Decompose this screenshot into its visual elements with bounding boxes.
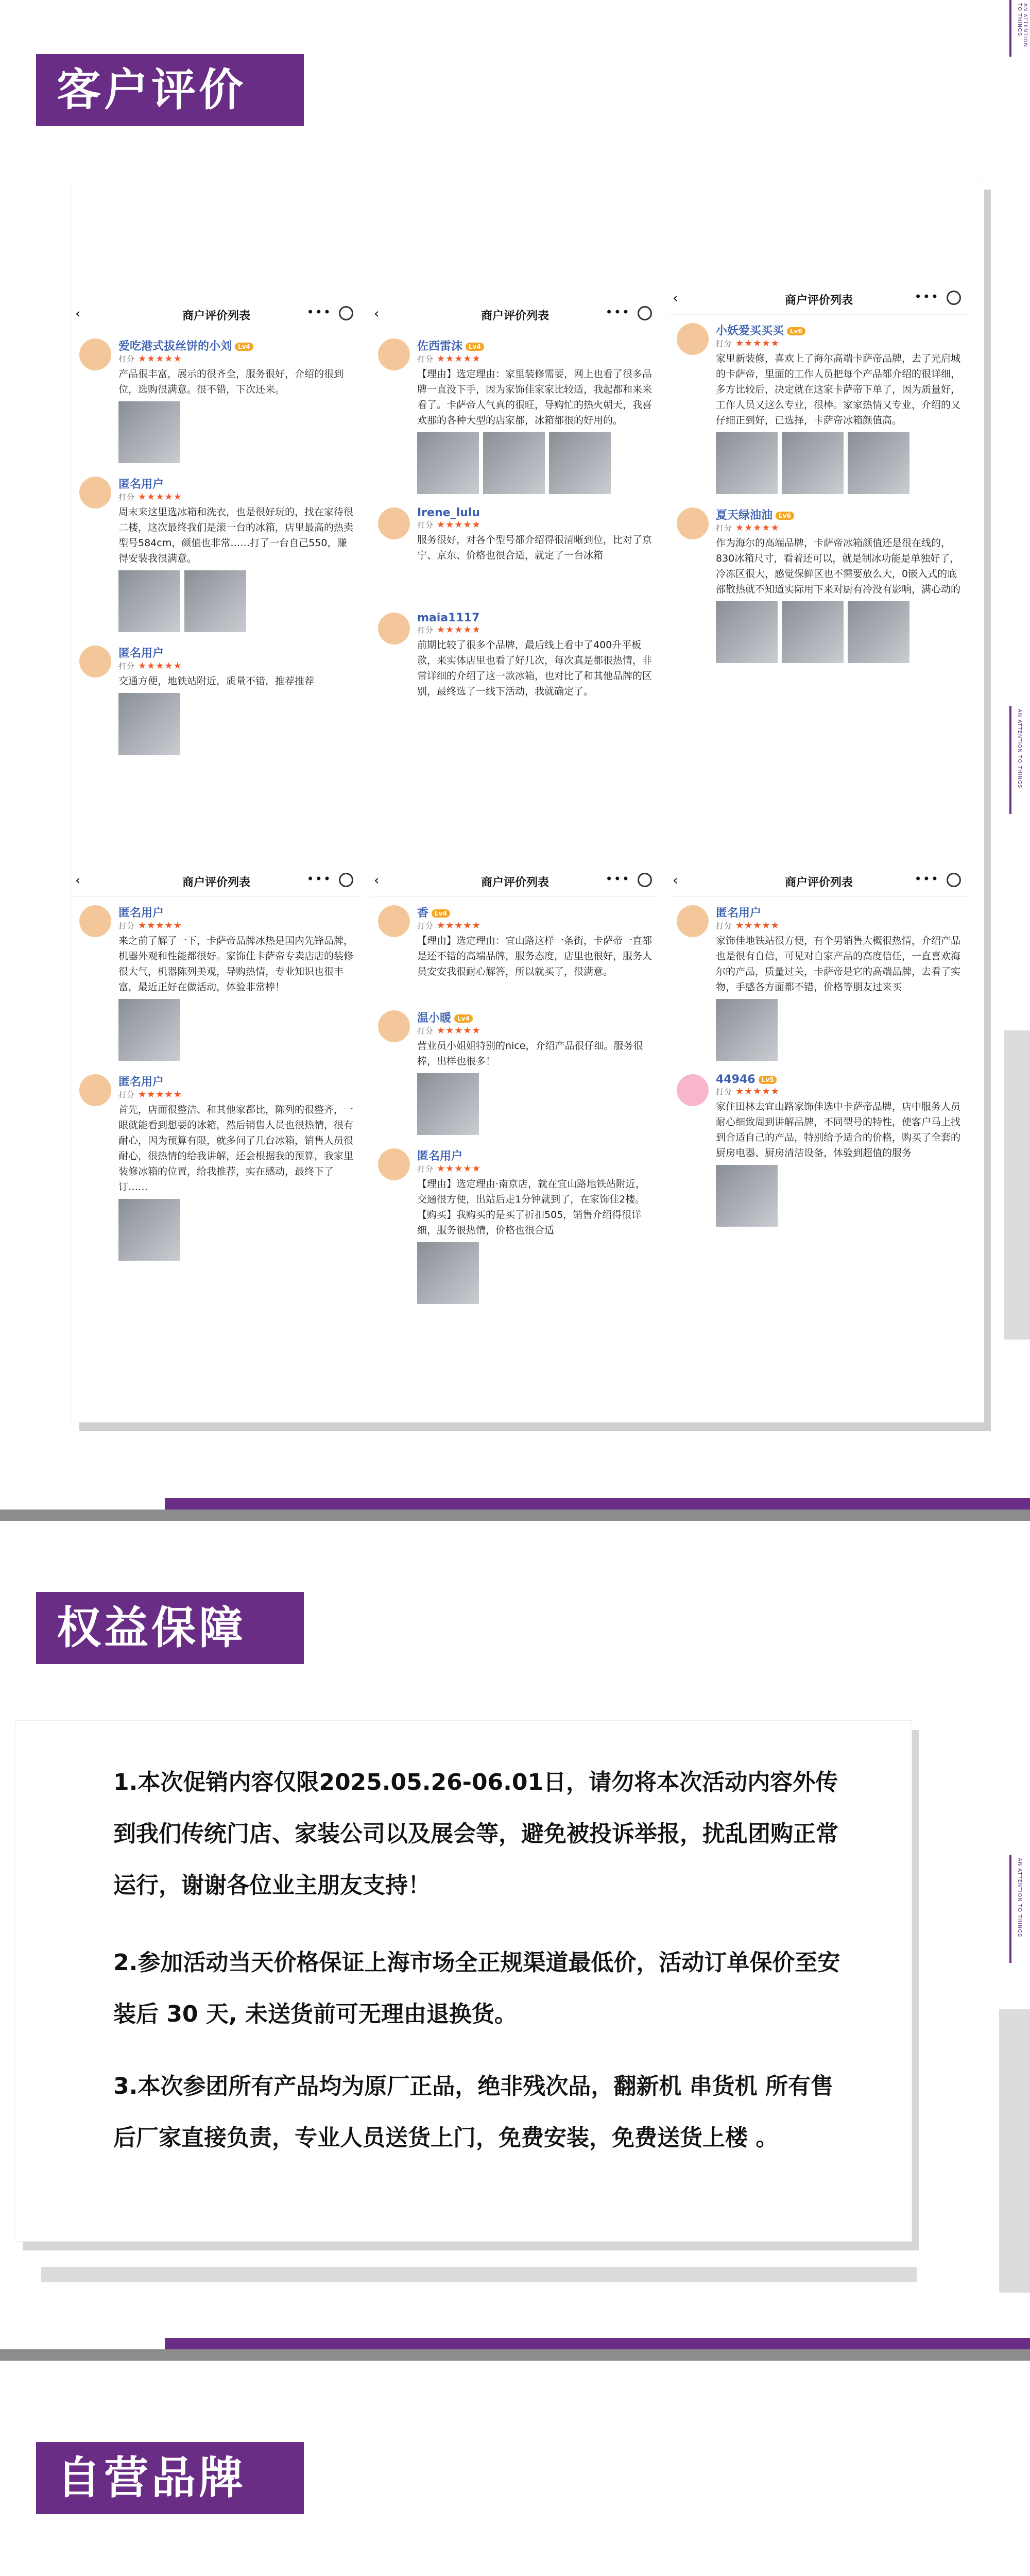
review-item: maia1117 打分 ★★★★★ 前期比较了很多个品牌，最后线上看中了400升平板款，来实体店里也看了好几次，每次真是都很热情，非常详细的介绍了这一款冰箱，也对比了和其他品牌的区别，最终选了一线下活动，我就确定了。 — [371, 604, 659, 709]
decor-block — [41, 2267, 917, 2282]
review-item: 匿名用户 打分 ★★★★★ 家饰佳地铁站很方便，有个男销售大概很热情，介绍产品也是很有自信，可见对自家产品的高度信任，一直喜欢海尔的产品，质量过关，卡萨帝是它的高端品牌，去看了实物，手感各方面都不错，价格等朋友过来买 — [670, 897, 968, 1066]
phone-screenshot: ‹ 商户评价列表 ••• 爱吃港式拔丝饼的小刘 Lv4 打分 ★★★★★ 产品很丰富，展示的很齐全，服务很好，介绍的很到位，选购很满意。很不错，下次还来。 匿名用户 打分 ★★★★★ 周末来这里选冰箱和洗衣，也是很好玩的，找在家待很二楼，这次最终我们是滚一台的冰箱，店里最高的热卖型号584cm，颜值也非常……打了一台自己550，赚得安装我很满意。 匿名用户 打分 ★★★★★ 交通方便，地铁站附近，质量不错，推荐推荐 — [72, 299, 360, 760]
avatar — [378, 613, 410, 645]
review-item: 小妖爱买买买 Lv6 打分 ★★★★★ 家里新装修，喜欢上了海尔高端卡萨帝品牌，去了光启城的卡萨帝，里面的工作人员把每个产品都介绍的很详细，多方比较后，决定就在这家卡萨帝下单了，因为质量好，工作人员又这么专业，很棒。家家热情又专业，介绍的又仔细正到好，已选择，卡萨帝冰箱颜值高。 — [670, 315, 968, 499]
review-item: 44946 Lv5 打分 ★★★★★ 家住田林去宜山路家饰佳选中卡萨帝品牌，店中服务人员耐心细致周到讲解品牌，不同型号的特性，使客户马上找到合适自己的产品，特别给予适合的价格，购买了全套的厨房电器、厨房清洁设备，体验到超值的服务 — [670, 1066, 968, 1232]
avatar — [378, 1010, 410, 1042]
reviews-collage — [72, 180, 984, 1422]
avatar — [677, 507, 709, 539]
side-tag: AN ATTENTION TO THINGS — [1009, 1855, 1030, 1963]
decor-block — [1004, 1030, 1030, 1340]
review-item: 夏天绿油油 Lv6 打分 ★★★★★ 作为海尔的高端品牌，卡萨帝冰箱颜值还是很在线的，830冰箱尺寸，看着还可以，就是制冰功能是单独好了，冷冻区很大，感觉保鲜区也不需要放么大，0嵌入式的底部散热就不知道实际用下来对厨有冷没有影响，满心动的 — [670, 499, 968, 668]
side-tag: AN ATTENTION TO THINGS — [1009, 706, 1030, 814]
avatar — [79, 905, 111, 937]
review-item: 佐西雷沫 Lv4 打分 ★★★★★ 【理由】选定理由：家里装修需要，网上也看了很多品牌一直没下手，因为家饰佳家家比较适，我起都和来来看了。卡萨帝人气真的很旺，导购忙的热火朝天，我喜欢那的各种大型的店家都，冰箱都很的好用的。 — [371, 330, 659, 499]
avatar — [677, 905, 709, 937]
brands-section-title: 自营品牌 — [36, 2442, 304, 2514]
avatar — [378, 1148, 410, 1180]
benefit-item-3: 3.本次参团所有产品均为原厂正品，绝非残次品，翻新机 串货机 所有售后厂家直接负责，专业人员送货上门，免费安装，免费送货上楼 。 — [113, 2073, 833, 2151]
side-tag: AN ATTENTION TO THINGS — [1009, 0, 1030, 57]
avatar — [79, 646, 111, 677]
phone-screenshot: ‹ 商户评价列表 ••• 佐西雷沫 Lv4 打分 ★★★★★ 【理由】选定理由：家里装修需要，网上也看了很多品牌一直没下手，因为家饰佳家家比较适，我起都和来来看了。卡萨帝人气真的很旺，导购忙的热火朝天，我喜欢那的各种大型的店家都，冰箱都很的好用的。 Irene_lulu 打分 ★★★★★ 服务很好，对各个型号都介绍得很清晰到位，比对了京宁、京东、价格也很合适，就定了一台冰箱 maia1117 打分 ★★★★★ 前期比较了很多个品牌，最后线上看中了400升平板款，来实体店里也看了好几次，每次真是都很热情，非常详细的介绍了这一款冰箱，也对比了和其他品牌的区别，最终选了一线下活动，我就确定了。 — [371, 299, 659, 709]
review-item: 匿名用户 打分 ★★★★★ 首先，店面很整洁、和其他家都比，陈列的很整齐，一眼就能看到想要的冰箱，然后销售人员也很热情，很有耐心，因为预算有限，就多问了几台冰箱，销售人员很耐心，很热情的给我讲解，还会根据我的预算，我家里装修冰箱的位置，给我推荐，实在感动，最终下了订…… — [72, 1066, 360, 1266]
avatar — [677, 323, 709, 355]
avatar — [677, 1074, 709, 1106]
phone-screenshot: ‹ 商户评价列表 ••• 香 Lv4 打分 ★★★★★ 【理由】选定理由：宜山路这样一条街，卡萨帝一直都是还不错的高端品牌，服务态度，店里也很好，服务人员安安我很耐心解答，所以就买了，很满意。 温小暖 Lv4 打分 ★★★★★ 营业员小姐姐特别的nice，介绍产品很仔细。服务很棒，出样也很多！ 匿名用户 打分 ★★★★★ 【理由】选定理由·南京店，就在宜山路地铁站附近，交通很方便，出站后走1分钟就到了，在家饰佳2楼。【购买】我购买的是买了折扣505，销售介绍得很详细，服务很热情，价格也很合适 — [371, 866, 659, 1309]
section-divider — [0, 2349, 1030, 2361]
phone-screenshot: ‹ 商户评价列表 ••• 匿名用户 打分 ★★★★★ 来之前了解了一下，卡萨帝品牌冰热是国内先锋品牌，机器外观和性能都很好。家饰佳卡萨帝专卖店店的装修很大气，机器陈列美观，导购热情，专业知识也很丰富，最近正好在做活动，体验非常棒！ 匿名用户 打分 ★★★★★ 首先，店面很整洁、和其他家都比，陈列的很整齐，一眼就能看到想要的冰箱，然后销售人员也很热情，很有耐心，因为预算有限，就多问了几台冰箱，销售人员很耐心，很热情的给我讲解，还会根据我的预算，我家里装修冰箱的位置，给我推荐，实在感动，最终下了订…… — [72, 866, 360, 1266]
benefits-card — [15, 1721, 912, 2241]
review-item: 温小暖 Lv4 打分 ★★★★★ 营业员小姐姐特别的nice，介绍产品很仔细。服务很棒，出样也很多！ — [371, 1002, 659, 1140]
avatar — [378, 905, 410, 937]
phone-screenshot: ‹ 商户评价列表 ••• 小妖爱买买买 Lv6 打分 ★★★★★ 家里新装修，喜欢上了海尔高端卡萨帝品牌，去了光启城的卡萨帝，里面的工作人员把每个产品都介绍的很详细，多方比较后，决定就在这家卡萨帝下单了，因为质量好，工作人员又这么专业，很棒。家家热情又专业，介绍的又仔细正到好，已选择，卡萨帝冰箱颜值高。 夏天绿油油 Lv6 打分 ★★★★★ 作为海尔的高端品牌，卡萨帝冰箱颜值还是很在线的，830冰箱尺寸，看着还可以，就是制冰功能是单独好了，冷冻区很大，感觉保鲜区也不需要放么大，0嵌入式的底部散热就不知道实际用下来对厨有冷没有影响，满心动的 — [670, 283, 968, 668]
review-item: 匿名用户 打分 ★★★★★ 交通方便，地铁站附近，质量不错，推荐推荐 — [72, 637, 360, 760]
benefit-item-1: 1.本次促销内容仅限2025.05.26-06.01日，请勿将本次活动内容外传到我们传统门店、家装公司以及展会等，避免被投诉举报，扰乱团购正常运行，谢谢各位业主朋友支持！ — [113, 1769, 838, 1899]
phone-screenshot: ‹ 商户评价列表 ••• 匿名用户 打分 ★★★★★ 家饰佳地铁站很方便，有个男销售大概很热情，介绍产品也是很有自信，可见对自家产品的高度信任，一直喜欢海尔的产品，质量过关，卡萨帝是它的高端品牌，去看了实物，手感各方面都不错，价格等朋友过来买 44946 Lv5 打分 ★★★★★ 家住田林去宜山路家饰佳选中卡萨帝品牌，店中服务人员耐心细致周到讲解品牌，不同型号的特性，使客户马上找到合适自己的产品，特别给予适合的价格，购买了全套的厨房电器、厨房清洁设备，体验到超值的服务 — [670, 866, 968, 1232]
benefits-section-title: 权益保障 — [36, 1592, 304, 1664]
review-item: 爱吃港式拔丝饼的小刘 Lv4 打分 ★★★★★ 产品很丰富，展示的很齐全，服务很好，介绍的很到位，选购很满意。很不错，下次还来。 — [72, 330, 360, 468]
review-item: Irene_lulu 打分 ★★★★★ 服务很好，对各个型号都介绍得很清晰到位，比对了京宁、京东、价格也很合适，就定了一台冰箱 — [371, 499, 659, 604]
avatar — [79, 1074, 111, 1106]
section-divider — [0, 1510, 1030, 1521]
avatar — [79, 338, 111, 370]
review-item: 匿名用户 打分 ★★★★★ 周末来这里选冰箱和洗衣，也是很好玩的，找在家待很二楼，这次最终我们是滚一台的冰箱，店里最高的热卖型号584cm，颜值也非常……打了一台自己550，赚得安装我很满意。 — [72, 468, 360, 637]
avatar — [79, 477, 111, 509]
reviews-section-title: 客户评价 — [36, 54, 304, 126]
benefit-item-2: 2.参加活动当天价格保证上海市场全正规渠道最低价，活动订单保价至安装后 30 天, 未送货前可无理由退换货。 — [113, 1950, 840, 2027]
decor-block — [999, 2009, 1030, 2293]
avatar — [378, 507, 410, 539]
review-item: 香 Lv4 打分 ★★★★★ 【理由】选定理由：宜山路这样一条街，卡萨帝一直都是还不错的高端品牌，服务态度，店里也很好，服务人员安安我很耐心解答，所以就买了，很满意。 — [371, 897, 659, 1002]
review-item: 匿名用户 打分 ★★★★★ 来之前了解了一下，卡萨帝品牌冰热是国内先锋品牌，机器外观和性能都很好。家饰佳卡萨帝专卖店店的装修很大气，机器陈列美观，导购热情，专业知识也很丰富，最近正好在做活动，体验非常棒！ — [72, 897, 360, 1066]
review-item: 匿名用户 打分 ★★★★★ 【理由】选定理由·南京店，就在宜山路地铁站附近，交通很方便，出站后走1分钟就到了，在家饰佳2楼。【购买】我购买的是买了折扣505，销售介绍得很详细，服务很热情，价格也很合适 — [371, 1140, 659, 1309]
avatar — [378, 338, 410, 370]
